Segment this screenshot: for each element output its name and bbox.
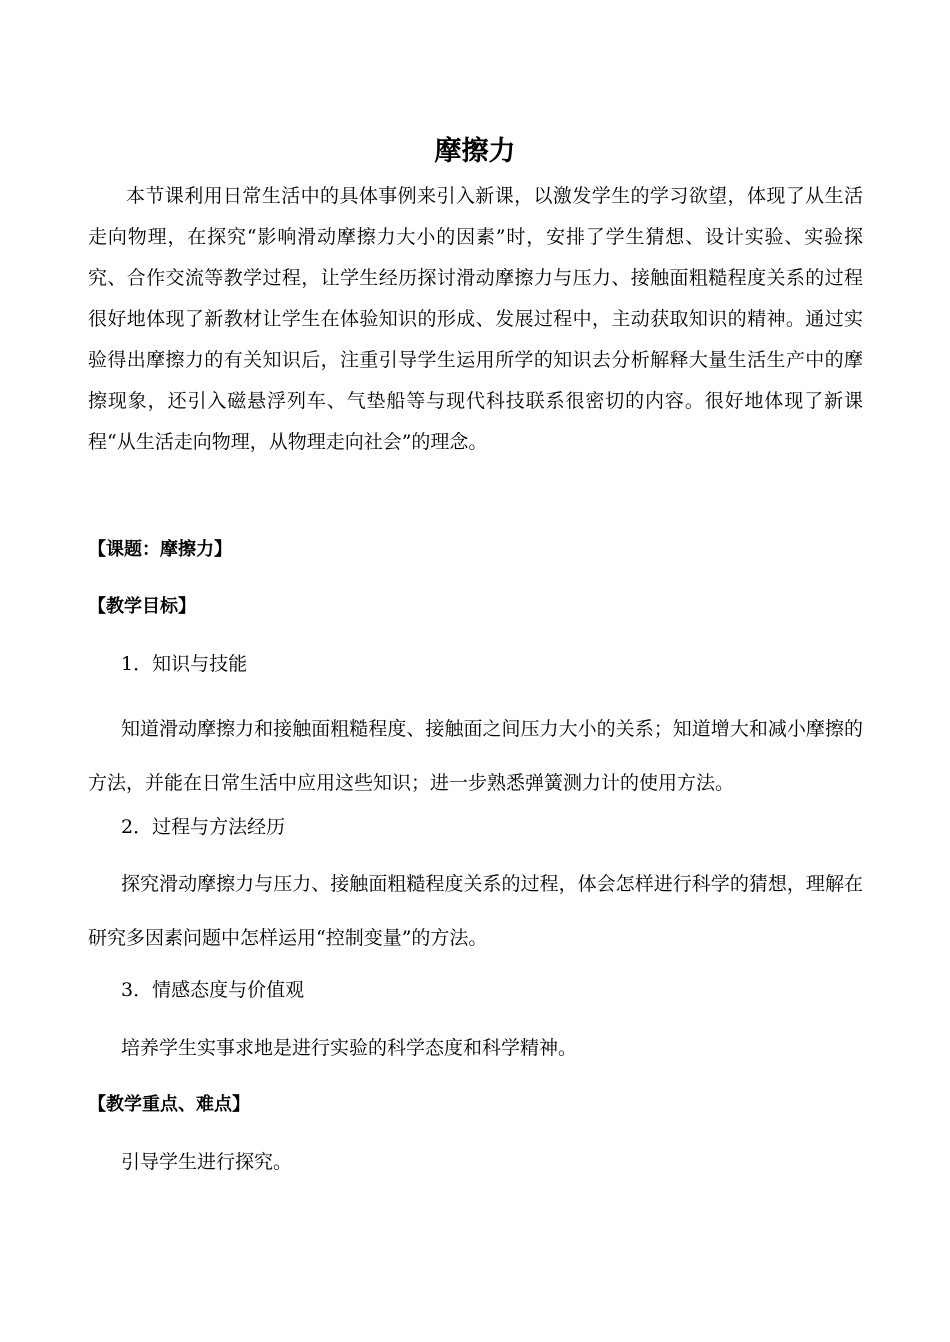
objectives-heading: 【教学目标】 (88, 596, 196, 617)
objective-2-text: 探究滑动摩擦力与压力、接触面粗糙程度关系的过程，体会怎样进行科学的猜想，理解在研究多因素问题中怎样运用“控制变量”的方法。 (88, 873, 863, 949)
topic-heading: 【课题：摩擦力】 (88, 539, 232, 560)
objective-3-text: 培养学生实事求地是进行实验的科学态度和科学精神。 (121, 1037, 578, 1059)
page-title: 摩擦力 (434, 136, 516, 167)
keypoints-heading: 【教学重点、难点】 (88, 1094, 250, 1115)
objective-2-label: 2．过程与方法经历 (121, 816, 286, 838)
objective-1-text: 知道滑动摩擦力和接触面粗糙程度、接触面之间压力大小的关系；知道增大和减小摩擦的方法，并能在日常生活中应用这些知识；进一步熟悉弹簧测力计的使用方法。 (88, 718, 863, 794)
intro-paragraph: 本节课利用日常生活中的具体事例来引入新课，以激发学生的学习欲望，体现了从生活走向物理，在探究“影响滑动摩擦力大小的因素”时，安排了学生猜想、设计实验、实验探究、合作交流等教学过程，让学生经历探讨滑动摩擦力与压力、接触面粗糙程度关系的过程很好地体现了新教材让学生在体验知识的形成、发展过程中，主动获取知识的精神。通过实验得出摩擦力的有关知识后，注重引导学生运用所学的知识去分析解释大量生活生产中的摩擦现象，还引入磁悬浮列车、气垫船等与现代科技联系很密切的内容。很好地体现了新课程“从生活走向物理，从物理走向社会”的理念。 (88, 185, 863, 453)
objective-1-label: 1．知识与技能 (121, 653, 248, 675)
keypoints-text: 引导学生进行探究。 (121, 1151, 293, 1173)
objective-3-label: 3．情感态度与价值观 (121, 979, 305, 1001)
